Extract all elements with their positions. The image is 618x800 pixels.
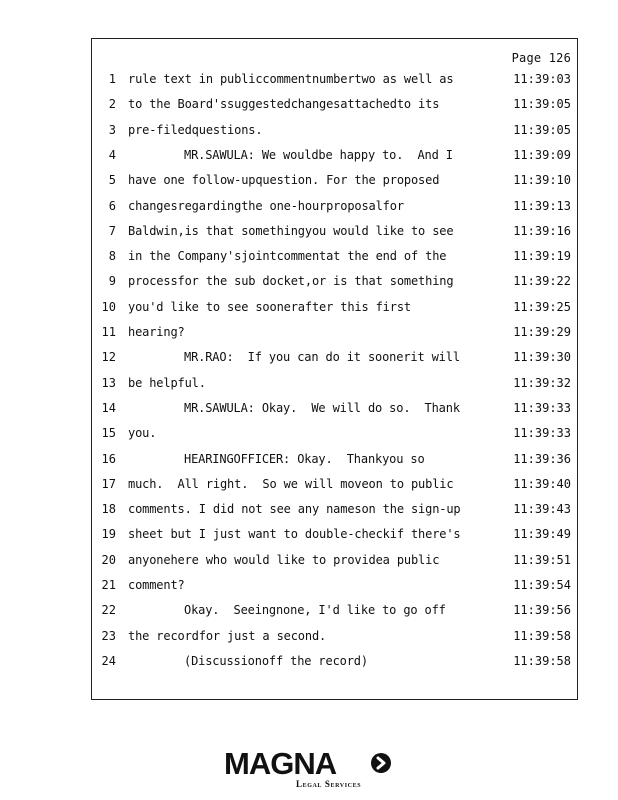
line-timestamp: 11:39:05 [513,122,571,137]
transcript-line [92,373,577,393]
transcript-line [92,170,577,190]
line-timestamp: 11:39:29 [513,325,571,339]
line-number: 11 [101,325,116,339]
line-text: Baldwin,is that somethingyou would like to see [128,223,454,238]
line-timestamp: 11:39:13 [513,198,571,213]
line-text: be helpful. [128,375,206,390]
line-number: 1 [108,72,116,86]
line-text: pre-filedquestions. [128,122,263,137]
line-number: 4 [108,147,116,162]
line-number: 2 [108,97,116,112]
line-timestamp: 11:39:33 [513,426,571,441]
line-timestamp: 11:39:16 [513,223,571,238]
line-number: 8 [108,249,116,264]
line-text: MR.RAO: If you can do it soonerit will [184,350,460,365]
transcript-line [92,575,577,595]
transcript-line [92,347,577,367]
transcript-line [92,398,577,418]
line-timestamp: 11:39:03 [513,72,571,86]
line-number: 14 [101,400,116,415]
line-timestamp: 11:39:32 [513,375,571,390]
line-timestamp: 11:39:43 [513,502,571,517]
transcript-line [92,69,577,89]
line-timestamp: 11:39:54 [513,578,571,592]
line-number: 5 [108,173,116,188]
line-text: in the Company'sjointcommentat the end of the [128,249,447,264]
line-timestamp: 11:39:10 [513,173,571,188]
line-number: 15 [101,426,116,441]
line-text: processfor the sub docket,or is that something [128,274,454,289]
line-number: 22 [101,603,116,618]
transcript-line [92,600,577,620]
transcript-line [92,196,577,216]
line-text: comment? [128,578,185,592]
line-timestamp: 11:39:25 [513,299,571,314]
line-text: the recordfor just a second. [128,628,327,643]
line-timestamp: 11:39:51 [513,552,571,567]
line-text: have one follow-upquestion. For the proposed [128,173,440,188]
line-text: (Discussionoff the record) [184,653,368,668]
transcript-line [92,626,577,646]
line-text: sheet but I just want to double-checkif there's [128,527,461,542]
line-timestamp: 11:39:40 [513,476,571,491]
transcript-line [92,499,577,519]
line-number: 23 [101,628,116,643]
line-number: 13 [101,375,116,390]
line-number: 18 [101,502,116,517]
line-text: rule text in publiccommentnumbertwo as well as [128,72,454,86]
line-number: 24 [101,653,116,668]
line-text: comments. I did not see any nameson the sign-up [128,502,461,517]
line-text: much. All right. So we will moveon to public [128,476,454,491]
line-timestamp: 11:39:58 [513,628,571,643]
line-number: 9 [108,274,116,289]
logo-tagline: Legal Services [296,779,362,789]
line-number: 6 [108,198,116,213]
transcript-line [92,246,577,266]
line-text: Okay. Seeingnone, I'd like to go off [184,603,446,618]
line-text: changesregardingthe one-hourproposalfor [128,198,404,213]
transcript-line [92,120,577,140]
line-number: 19 [101,527,116,542]
transcript-line [92,145,577,165]
line-number: 17 [101,476,116,491]
line-text: you'd like to see soonerafter this first [128,299,411,314]
line-timestamp: 11:39:22 [513,274,571,289]
logo-wordmark: MAGNA [224,746,337,781]
line-timestamp: 11:39:33 [513,400,571,415]
line-timestamp: 11:39:19 [513,249,571,264]
transcript-line [92,524,577,544]
line-timestamp: 11:39:56 [513,603,571,618]
line-text: anyonehere who would like to providea public [128,552,440,567]
transcript-page [91,38,578,700]
line-text: MR.SAWULA: We wouldbe happy to. And I [184,147,453,162]
transcript-line [92,94,577,114]
line-timestamp: 11:39:49 [513,527,571,542]
transcript-line [92,449,577,469]
transcript-line [92,221,577,241]
transcript-line [92,651,577,671]
line-number: 16 [101,451,116,466]
line-text: MR.SAWULA: Okay. We will do so. Thank [184,400,460,415]
transcript-line [92,474,577,494]
line-number: 7 [108,223,116,238]
line-number: 3 [108,122,116,137]
magna-logo [224,748,394,792]
line-timestamp: 11:39:30 [513,350,571,365]
line-text: hearing? [128,325,185,339]
line-number: 21 [101,578,116,592]
transcript-line [92,423,577,443]
line-timestamp: 11:39:58 [513,653,571,668]
line-timestamp: 11:39:09 [513,147,571,162]
transcript-line [92,271,577,291]
transcript-line [92,322,577,342]
line-number: 10 [101,299,116,314]
transcript-line [92,550,577,570]
line-timestamp: 11:39:05 [513,97,571,112]
line-number: 12 [101,350,116,365]
line-number: 20 [101,552,116,567]
line-text: you. [128,426,157,441]
arrow-circle-icon [371,753,391,773]
line-text: to the Board'ssuggestedchangesattachedto its [128,97,440,112]
transcript-line [92,297,577,317]
line-text: HEARINGOFFICER: Okay. Thankyou so [184,451,425,466]
line-timestamp: 11:39:36 [513,451,571,466]
page-number: Page 126 [511,51,571,65]
